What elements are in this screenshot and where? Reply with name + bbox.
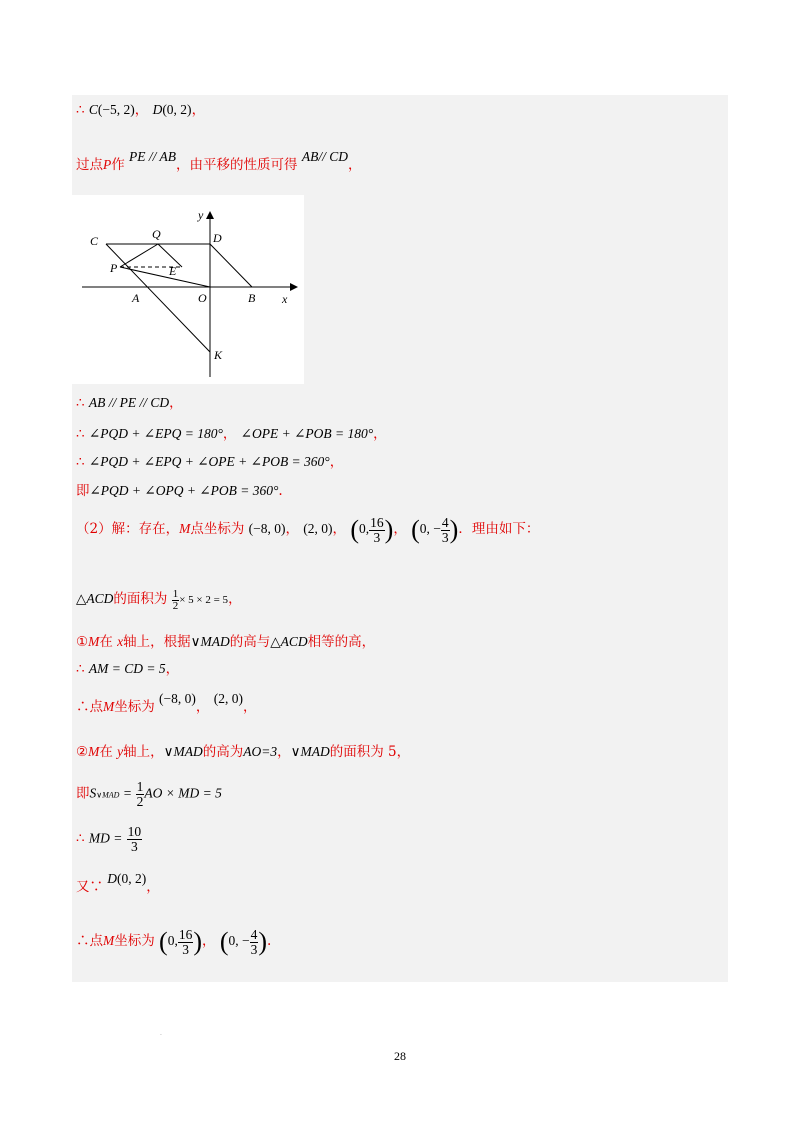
case-marker: ① — [76, 634, 89, 650]
label-y: y — [198, 208, 204, 222]
geometry-figure — [72, 195, 304, 384]
line-8 — [76, 589, 242, 612]
frac-num: 4 — [441, 515, 449, 530]
text: 的高为 — [202, 744, 244, 760]
angle-equation-1: ∠PQD + ∠EPQ = 180° — [88, 426, 223, 441]
separator: ， — [134, 102, 149, 118]
line-12 — [76, 745, 410, 760]
text: 点 — [89, 933, 103, 950]
separator: ， — [146, 879, 160, 895]
coord-2: (2, 0) — [303, 521, 333, 537]
height-value: AO=3 — [243, 744, 278, 759]
label-x: x — [282, 292, 288, 306]
text: 即 — [76, 483, 90, 499]
coord-3: (0, $\frac{16}{3}$ ) — [350, 515, 394, 545]
separator: ， — [332, 521, 347, 538]
coord-2: (2, 0) — [213, 691, 243, 706]
point-d: D — [152, 102, 163, 117]
segment-pq — [120, 244, 158, 267]
separator: ， — [195, 699, 210, 715]
text: 的面积为 — [113, 591, 168, 608]
coord-2: (0, − $\frac{4}{3}$ ) — [219, 927, 268, 957]
point-d-coord: (0, 2) — [162, 102, 192, 117]
separator: ， — [222, 426, 237, 442]
separator: ， — [202, 933, 216, 950]
therefore-symbol: ∴ — [76, 699, 90, 715]
label-b: B — [248, 291, 256, 305]
separator: . — [278, 483, 283, 499]
point-c: C — [88, 102, 98, 117]
point-m: M — [103, 699, 115, 714]
coordinate-diagram — [72, 195, 304, 384]
frac-den: 3 — [182, 941, 189, 957]
coord-4: (0, − $\frac{4}{3}$ ) — [411, 515, 459, 545]
text: 在 — [99, 634, 113, 650]
line-11 — [76, 691, 257, 715]
area-expression: AO × MD = 5 — [144, 785, 222, 801]
separator: ， — [165, 661, 180, 677]
segment-db — [210, 244, 252, 287]
frac-den: 3 — [441, 529, 449, 545]
frac-num: 10 — [127, 824, 142, 839]
label-q: Q — [152, 227, 161, 241]
therefore-symbol: ∴ — [76, 102, 85, 118]
x-axis-arrow — [290, 283, 298, 291]
point-m: M — [88, 744, 100, 759]
text: ， — [347, 157, 362, 173]
frac-num: 16 — [178, 927, 193, 942]
text: ．理由如下： — [458, 521, 540, 538]
separator: ， — [329, 454, 344, 470]
separator: ， — [393, 521, 407, 538]
text: 坐标为 — [114, 933, 155, 950]
text: 又∵ — [76, 879, 103, 895]
text: 轴上，根据 — [123, 634, 191, 650]
text: 即 — [76, 785, 90, 802]
page-number: 28 — [394, 1049, 406, 1063]
label-d: D — [213, 231, 222, 245]
text: ，由平移的性质可得 — [176, 157, 298, 173]
area-subscript: ∨MAD — [96, 790, 120, 800]
frac-den: 2 — [172, 600, 179, 612]
coord-1: (−8, 0) — [248, 521, 286, 537]
frac-num: 4 — [250, 927, 258, 942]
md-label: MD = — [88, 830, 123, 846]
text: 在 — [99, 744, 113, 760]
line-14 — [76, 825, 142, 853]
expression: × 5 × 2 = 5 — [179, 594, 229, 607]
line-16 — [76, 928, 271, 956]
triangle-mad: ∨MAD — [163, 744, 203, 759]
frac-den: 3 — [373, 529, 381, 545]
therefore-symbol: ∴ — [76, 426, 85, 442]
line-2 — [76, 149, 362, 173]
case-marker: ② — [76, 744, 89, 760]
point-d-coord: (0, 2) — [117, 871, 147, 886]
therefore-symbol: ∴ — [76, 395, 85, 411]
frac-den: 2 — [136, 793, 144, 809]
frac-den: 3 — [131, 838, 138, 854]
separator: ， — [228, 591, 242, 608]
triangle-mad: ∨MAD — [190, 634, 230, 649]
frac-den: 3 — [250, 941, 258, 957]
text: 坐标为 — [114, 699, 155, 715]
label-o: O — [198, 291, 207, 305]
separator: ， — [373, 426, 387, 442]
separator: ， — [169, 395, 183, 411]
text: 过点 — [76, 157, 103, 173]
separator: ， — [277, 744, 291, 760]
segment-po — [120, 267, 210, 287]
angle-equation-2: ∠OPE + ∠POB = 180° — [240, 426, 374, 441]
therefore-symbol: ∴ — [76, 454, 85, 470]
point-m: M — [179, 521, 191, 537]
text: 轴上， — [123, 744, 164, 760]
angle-sum-equation: ∠PQD + ∠EPQ + ∠OPE + ∠POB = 360° — [88, 454, 330, 469]
line-4 — [76, 427, 387, 442]
area-expression — [172, 588, 229, 612]
point-m: M — [103, 933, 115, 949]
label-a: A — [132, 291, 140, 305]
text: 点坐标为 — [190, 521, 245, 538]
separator: ， — [191, 102, 206, 118]
parallel-chain: AB // PE // CD — [88, 395, 170, 410]
frac-num: 16 — [370, 515, 384, 530]
line-13 — [76, 780, 222, 808]
line-10 — [76, 662, 179, 677]
text: 作 — [111, 157, 125, 173]
therefore-symbol: ∴ — [76, 830, 85, 847]
line-cak — [106, 244, 210, 352]
label-p: P — [110, 261, 118, 275]
parallel-result: AB// CD — [301, 149, 348, 164]
line-1 — [76, 103, 205, 118]
point-d: D — [107, 871, 118, 886]
line-9 — [76, 635, 375, 650]
line-3 — [76, 396, 183, 411]
frac-num: 1 — [136, 779, 144, 794]
point-p: P — [103, 157, 112, 172]
line-5 — [76, 455, 343, 470]
label-e: E — [169, 264, 177, 278]
therefore-symbol: ∴ — [76, 661, 85, 677]
axis-x: x — [117, 634, 124, 649]
label-c: C — [90, 234, 99, 248]
coord-1: (−8, 0) — [159, 691, 196, 706]
point-c-coord: (−5, 2) — [97, 102, 135, 117]
separator: ， — [285, 521, 299, 538]
text: 的面积为 5， — [329, 744, 411, 760]
triangle-mad: ∨MAD — [290, 744, 330, 759]
text: 点 — [89, 699, 103, 715]
axis-y: y — [117, 744, 124, 759]
point-m: M — [88, 634, 100, 649]
equals: = — [123, 785, 132, 801]
frac-num: 1 — [172, 588, 179, 600]
parallel-condition: PE // AB — [129, 149, 177, 164]
y-axis-arrow — [206, 211, 214, 219]
length-equation: AM = CD = 5 — [88, 661, 166, 676]
angle-sum-conclusion: ∠PQD + ∠OPQ + ∠POB = 360° — [89, 483, 279, 498]
text: 相等的高， — [307, 634, 376, 650]
triangle-acd: △ACD — [270, 634, 308, 649]
therefore-symbol: ∴ — [76, 933, 90, 950]
separator: ， — [242, 699, 257, 715]
decorative-dot: . — [160, 1030, 162, 1037]
label-k: K — [214, 348, 223, 362]
separator: . — [267, 933, 272, 950]
line-6 — [76, 484, 283, 499]
coord-1: (0, $\frac{16}{3}$ ) — [159, 927, 203, 957]
line-7 — [76, 516, 539, 544]
text: 的高与 — [229, 634, 271, 650]
text: （2）解：存在， — [76, 521, 180, 538]
line-15 — [76, 871, 160, 895]
triangle-acd: △ACD — [76, 591, 114, 607]
area-symbol: S — [89, 785, 97, 801]
